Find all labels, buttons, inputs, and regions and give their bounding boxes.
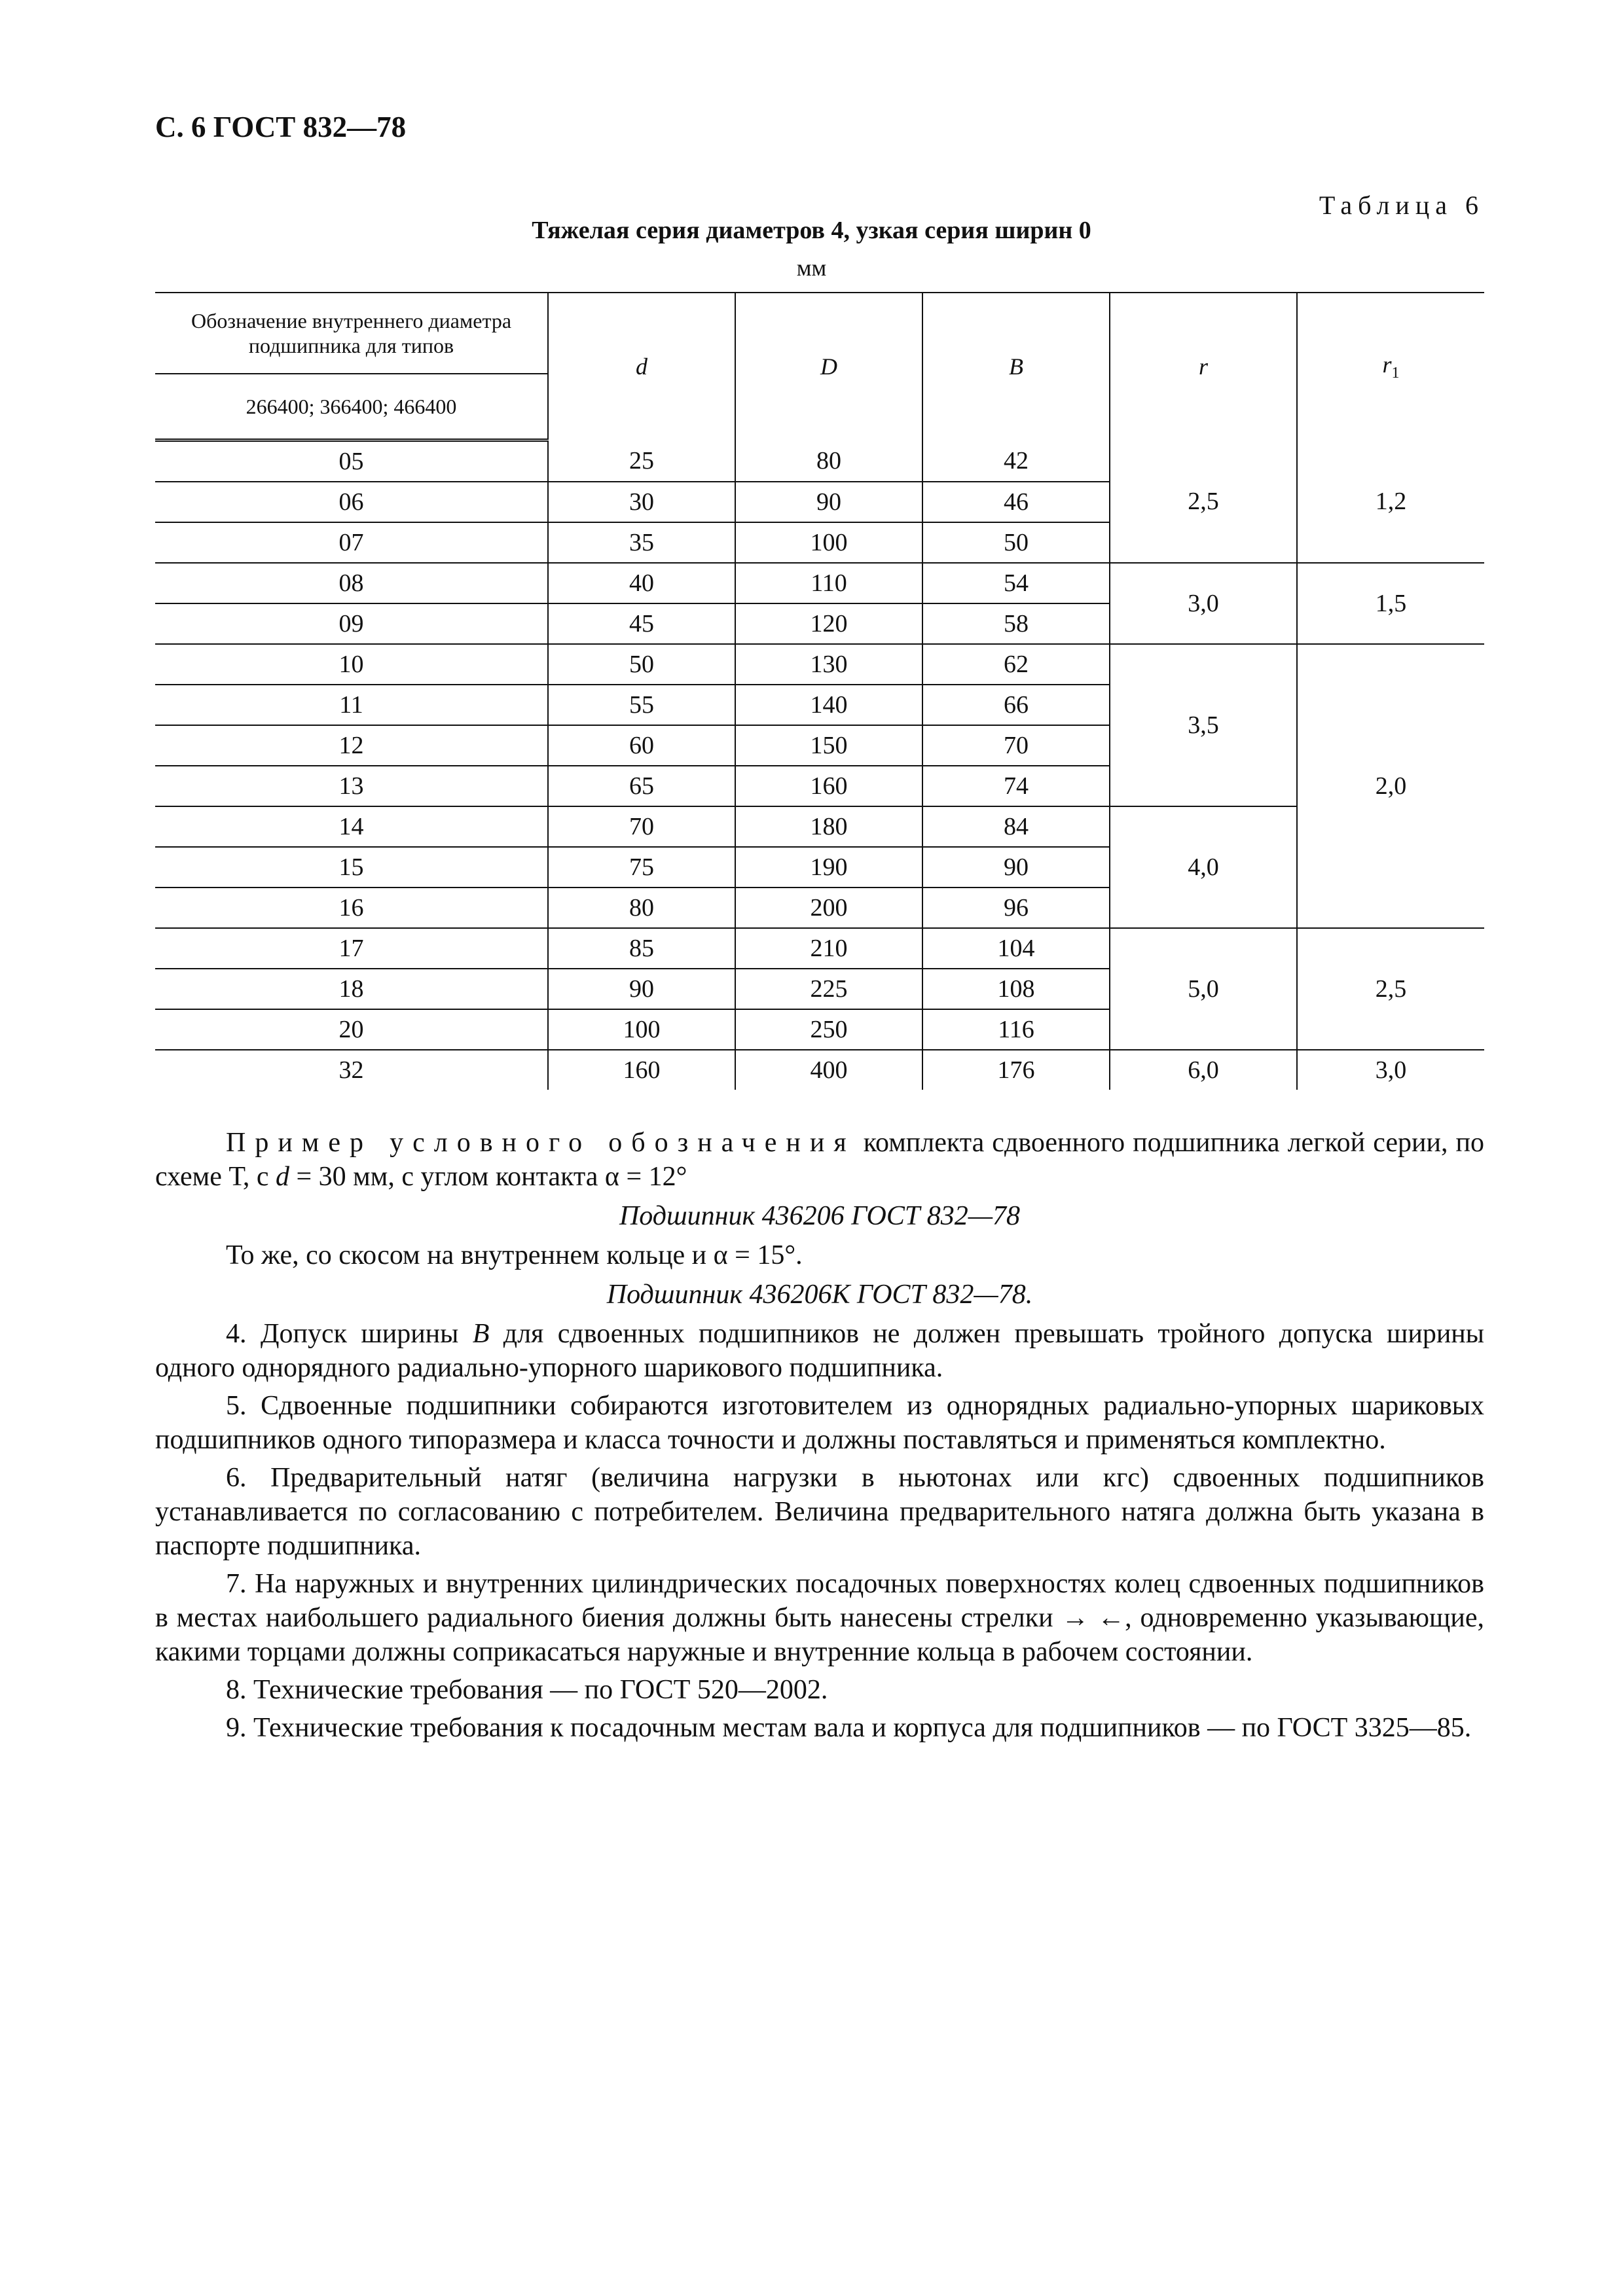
cell-r1: 1,2 bbox=[1297, 440, 1484, 564]
cell-d: 160 bbox=[548, 1050, 735, 1090]
cell-d: 35 bbox=[548, 522, 735, 563]
cell-code: 14 bbox=[155, 806, 548, 847]
cell-d: 40 bbox=[548, 563, 735, 603]
cell-D: 250 bbox=[735, 1009, 922, 1050]
cell-D: 210 bbox=[735, 928, 922, 969]
cell-D: 200 bbox=[735, 888, 922, 928]
cell-code: 08 bbox=[155, 563, 548, 603]
table-label: Таблица 6 bbox=[1319, 190, 1484, 220]
cell-d: 50 bbox=[548, 644, 735, 685]
header-designation: Обозначение внутреннего диаметра подшипника для типов bbox=[155, 293, 548, 374]
cell-D: 140 bbox=[735, 685, 922, 725]
cell-code: 32 bbox=[155, 1050, 548, 1090]
designation-1: Подшипник 436206 ГОСТ 832—78 bbox=[619, 1201, 1021, 1231]
cell-code: 15 bbox=[155, 847, 548, 888]
cell-d: 45 bbox=[548, 603, 735, 644]
cell-D: 225 bbox=[735, 969, 922, 1009]
cell-D: 100 bbox=[735, 522, 922, 563]
cell-B: 58 bbox=[922, 603, 1110, 644]
table-row bbox=[155, 1050, 1484, 1090]
table-row bbox=[155, 563, 1484, 603]
body-text bbox=[155, 1126, 1484, 1745]
cell-d: 75 bbox=[548, 847, 735, 888]
table-row bbox=[155, 928, 1484, 969]
cell-r: 6,0 bbox=[1110, 1050, 1297, 1090]
cell-D: 90 bbox=[735, 482, 922, 522]
cell-D: 130 bbox=[735, 644, 922, 685]
paragraph-8: 8. Технические требования — по ГОСТ 520—2002. bbox=[226, 1675, 828, 1705]
paragraph-4 bbox=[155, 1317, 1484, 1385]
example-tail: = 30 мм, с углом контакта α = 12° bbox=[289, 1162, 687, 1192]
cell-B: 42 bbox=[922, 440, 1110, 482]
table-row bbox=[155, 806, 1484, 847]
cell-B: 74 bbox=[922, 766, 1110, 806]
example-lead: Пример условного обозначения bbox=[226, 1128, 856, 1158]
cell-r1: 2,5 bbox=[1297, 928, 1484, 1050]
cell-B: 176 bbox=[922, 1050, 1110, 1090]
p4-rest: для сдвоенных подшипников не должен превышать тройного допуска ширины одного однорядного радиально-упорного шарикового подшипника. bbox=[155, 1319, 1484, 1383]
cell-d: 60 bbox=[548, 725, 735, 766]
page-header: С. 6 ГОСТ 832—78 bbox=[155, 111, 407, 143]
cell-B: 70 bbox=[922, 725, 1110, 766]
cell-D: 160 bbox=[735, 766, 922, 806]
cell-d: 100 bbox=[548, 1009, 735, 1050]
cell-B: 50 bbox=[922, 522, 1110, 563]
cell-D: 190 bbox=[735, 847, 922, 888]
cell-d: 80 bbox=[548, 888, 735, 928]
cell-d: 30 bbox=[548, 482, 735, 522]
cell-r: 4,0 bbox=[1110, 806, 1297, 928]
bearing-dimensions-table bbox=[155, 292, 1484, 1090]
same-with-chamfer: То же, со скосом на внутреннем кольце и α = 15°. bbox=[226, 1240, 803, 1270]
cell-code: 05 bbox=[155, 440, 548, 482]
header-B: B bbox=[922, 293, 1110, 440]
header-types: 266400; 366400; 466400 bbox=[155, 374, 548, 440]
cell-B: 90 bbox=[922, 847, 1110, 888]
cell-B: 46 bbox=[922, 482, 1110, 522]
cell-r: 3,5 bbox=[1110, 644, 1297, 806]
cell-code: 07 bbox=[155, 522, 548, 563]
cell-d: 65 bbox=[548, 766, 735, 806]
header-r: r bbox=[1110, 293, 1297, 440]
cell-B: 104 bbox=[922, 928, 1110, 969]
table-row bbox=[155, 440, 1484, 482]
cell-code: 06 bbox=[155, 482, 548, 522]
cell-D: 80 bbox=[735, 440, 922, 482]
cell-d: 55 bbox=[548, 685, 735, 725]
table-unit: мм bbox=[796, 255, 827, 281]
cell-B: 116 bbox=[922, 1009, 1110, 1050]
cell-d: 70 bbox=[548, 806, 735, 847]
designation-2: Подшипник 436206К ГОСТ 832—78. bbox=[606, 1280, 1033, 1310]
cell-code: 20 bbox=[155, 1009, 548, 1050]
cell-d: 25 bbox=[548, 440, 735, 482]
cell-d: 90 bbox=[548, 969, 735, 1009]
header-r1-base: r bbox=[1382, 351, 1392, 378]
header-r1-sub: 1 bbox=[1391, 365, 1400, 382]
cell-D: 400 bbox=[735, 1050, 922, 1090]
cell-B: 96 bbox=[922, 888, 1110, 928]
cell-r: 2,5 bbox=[1110, 440, 1297, 564]
header-r1 bbox=[1297, 293, 1484, 440]
cell-code: 17 bbox=[155, 928, 548, 969]
cell-D: 120 bbox=[735, 603, 922, 644]
cell-code: 13 bbox=[155, 766, 548, 806]
paragraph-6: 6. Предварительный натяг (величина нагрузки в ньютонах или кгс) сдвоенных подшипников устанавливается по согласованию с потребителем. Величина предварительного натяга должна быть указана в паспорте подшипника. bbox=[155, 1463, 1484, 1561]
paragraph-7: 7. На наружных и внутренних цилиндрических посадочных поверхностях колец сдвоенных подшипников в местах наибольшего радиального биения должны быть нанесены стрелки → ←, одновременно указывающие, какими торцами должны соприкасаться наружные и внутренние кольца в рабочем состоянии. bbox=[155, 1569, 1484, 1667]
cell-B: 108 bbox=[922, 969, 1110, 1009]
cell-code: 09 bbox=[155, 603, 548, 644]
cell-code: 12 bbox=[155, 725, 548, 766]
header-D: D bbox=[735, 293, 922, 440]
table-title: Тяжелая серия диаметров 4, узкая серия ширин 0 bbox=[532, 217, 1091, 244]
cell-D: 110 bbox=[735, 563, 922, 603]
cell-r1: 1,5 bbox=[1297, 563, 1484, 644]
cell-code: 18 bbox=[155, 969, 548, 1009]
paragraph-5: 5. Сдвоенные подшипники собираются изготовителем из однорядных радиально-упорных шариковых подшипников одного типоразмера и класса точности и должны поставляться и применяться комплектно. bbox=[155, 1391, 1484, 1455]
cell-D: 180 bbox=[735, 806, 922, 847]
cell-r1: 3,0 bbox=[1297, 1050, 1484, 1090]
example-rest: комплекта сдвоенного подшипника легкой серии, по схеме Т, с bbox=[155, 1128, 1484, 1192]
cell-D: 150 bbox=[735, 725, 922, 766]
cell-r: 3,0 bbox=[1110, 563, 1297, 644]
cell-code: 16 bbox=[155, 888, 548, 928]
cell-B: 84 bbox=[922, 806, 1110, 847]
p4-B: B bbox=[472, 1319, 490, 1349]
header-d: d bbox=[548, 293, 735, 440]
cell-B: 54 bbox=[922, 563, 1110, 603]
cell-d: 85 bbox=[548, 928, 735, 969]
cell-B: 66 bbox=[922, 685, 1110, 725]
paragraph-9: 9. Технические требования к посадочным местам вала и корпуса для подшипников — по ГОСТ 3325—85. bbox=[226, 1713, 1472, 1743]
cell-code: 11 bbox=[155, 685, 548, 725]
cell-r1: 2,0 bbox=[1297, 644, 1484, 928]
example-paragraph bbox=[155, 1126, 1484, 1194]
table-row bbox=[155, 644, 1484, 685]
p4-start: 4. Допуск ширины bbox=[226, 1319, 473, 1349]
cell-B: 62 bbox=[922, 644, 1110, 685]
cell-r: 5,0 bbox=[1110, 928, 1297, 1050]
example-d: d bbox=[276, 1162, 289, 1192]
cell-code: 10 bbox=[155, 644, 548, 685]
